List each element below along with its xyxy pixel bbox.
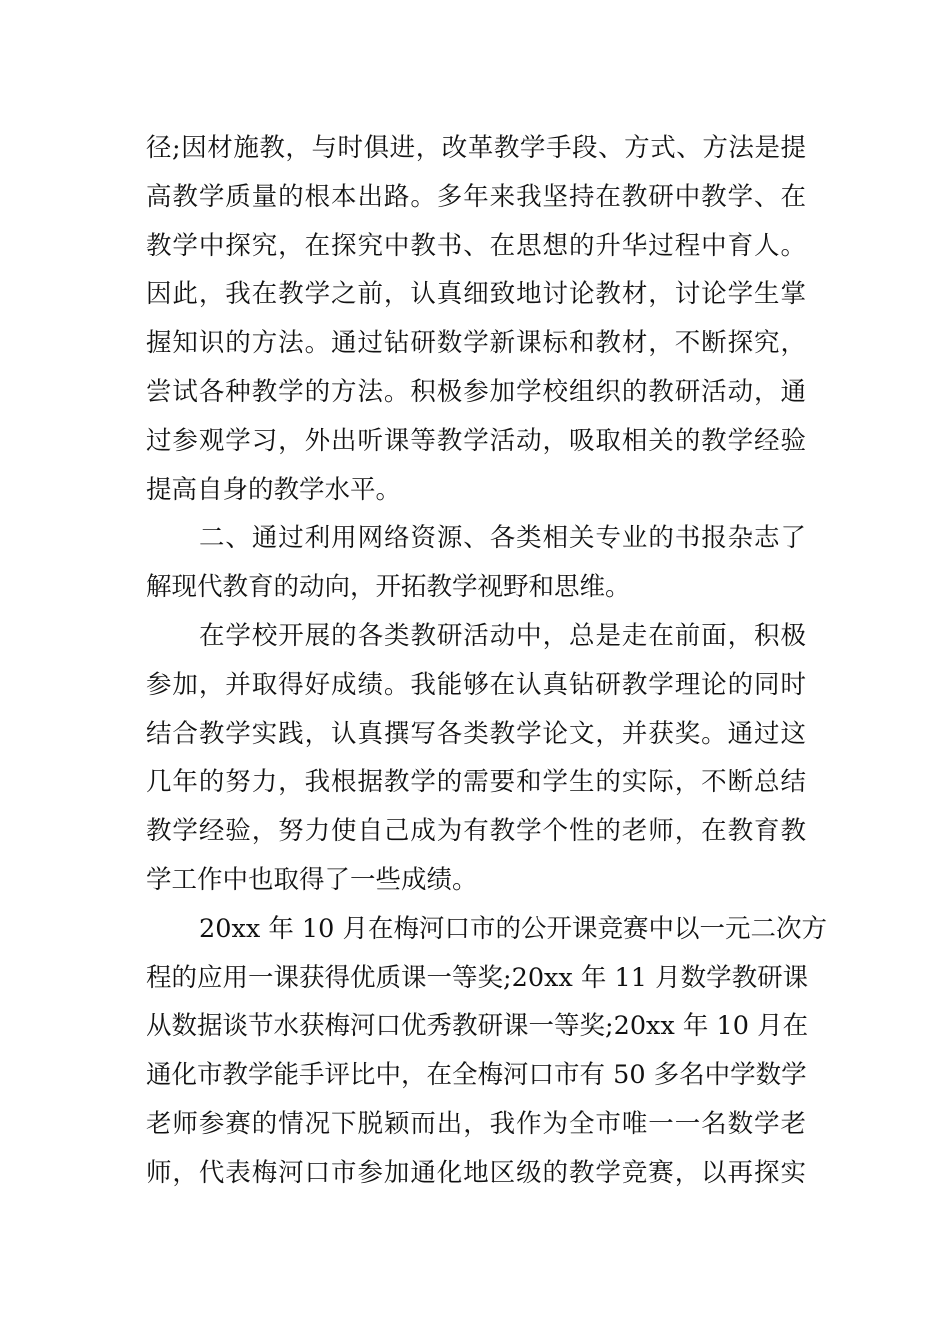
document-body: [146, 124, 827, 1198]
text-line: 通化市教学能手评比中，在全梅河口市有 50 多名中学数学: [146, 1060, 807, 1091]
paragraph-2: [146, 514, 806, 612]
text-line: 尝试各种教学的方法。积极参加学校组织的教研活动，通: [146, 376, 806, 407]
text-line: 20xx 年 10 月在梅河口市的公开课竞赛中以一元二次方: [199, 913, 827, 944]
text-line: 径;因材施教，与时俱进，改革教学手段、方式、方法是提: [146, 133, 806, 163]
paragraph-4: [146, 905, 827, 1198]
text-line: 老师参赛的情况下脱颖而出，我作为全市唯一一名数学老: [146, 1108, 806, 1139]
text-line: 在学校开展的各类教研活动中，总是走在前面，积极: [199, 620, 806, 651]
text-line: 提高自身的教学水平。: [146, 474, 402, 505]
text-line: 因此，我在教学之前，认真细致地讨论教材，讨论学生掌: [146, 279, 806, 310]
paragraph-1: [146, 124, 806, 514]
text-line: 握知识的方法。通过钻研数学新课标和教材，不断探究，: [146, 328, 806, 359]
text-line: 教学中探究，在探究中教书、在思想的升华过程中育人。: [146, 230, 806, 261]
text-line: 结合教学实践，认真撰写各类教学论文，并获奖。通过这: [146, 718, 806, 749]
text-line: 高教学质量的根本出路。多年来我坚持在教研中教学、在: [146, 181, 806, 212]
text-line: 几年的努力，我根据教学的需要和学生的实际，不断总结: [146, 767, 806, 798]
paragraph-3: [146, 612, 806, 905]
text-line: 教学经验，努力使自己成为有教学个性的老师，在教育教: [146, 816, 806, 847]
text-line: 二、通过利用网络资源、各类相关专业的书报杂志了: [199, 523, 806, 554]
text-line: 从数据谈节水获梅河口优秀教研课一等奖;20xx 年 10 月在: [146, 1011, 809, 1042]
text-line: 程的应用一课获得优质课一等奖;20xx 年 11 月数学教研课: [146, 962, 809, 993]
text-line: 过参观学习，外出听课等教学活动，吸取相关的教学经验: [146, 425, 806, 456]
text-line: 学工作中也取得了一些成绩。: [146, 864, 478, 895]
text-line: 解现代教育的动向，开拓教学视野和思维。: [146, 572, 631, 603]
text-line: 师，代表梅河口市参加通化地区级的教学竞赛，以再探实: [146, 1157, 806, 1188]
text-line: 参加，并取得好成绩。我能够在认真钻研教学理论的同时: [146, 669, 806, 700]
